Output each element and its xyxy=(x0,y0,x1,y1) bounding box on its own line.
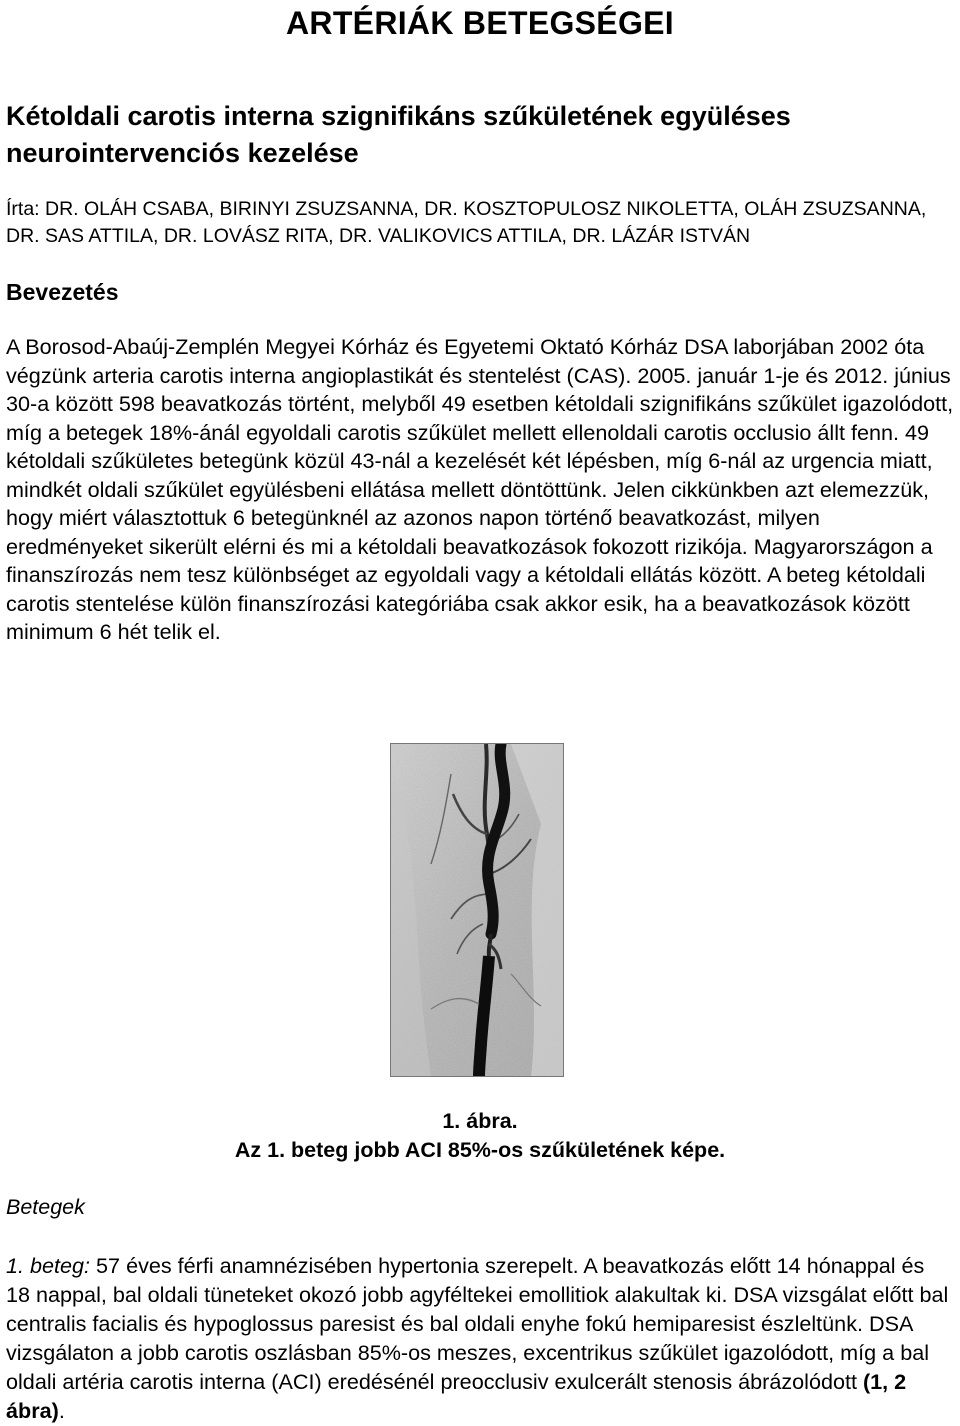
figure-number: 1. ábra. xyxy=(442,1109,518,1133)
figure-reference[interactable]: (1, 2 ábra) xyxy=(6,1369,907,1423)
patients-heading: Betegek xyxy=(6,1195,85,1219)
authors-line: Írta: DR. OLÁH CSABA, BIRINYI ZSUZSANNA, DR. KOSZTOPULOSZ NIKOLETTA, OLÁH ZSUZSANNA, DR. SAS ATTILA, DR. LOVÁSZ RITA, DR. VALIKOVICS ATTILA, DR. LÁZÁR ISTVÁN xyxy=(6,198,927,247)
intro-paragraph: A Borosod-Abaúj-Zemplén Megyei Kórház és Egyetemi Oktató Kórház DSA laborjában 2002 óta végzünk arteria carotis interna angioplastikát és stentelést (CAS). 2005. január 1-je és 2012. június 30-a között 598 beavatkozás történt, melyből 49 esetben kétoldali szignifikáns szűkület igazolódott, míg a betegek 18%-ánál egyoldali carotis szűkület mellett ellenoldali carotis occlusio állt fenn. 49 kétoldali szűkületes betegünk közül 43-nál a kezelését két lépésben, míg 6-nál az urgencia miatt, mindkét oldali szűkület együlésbeni ellátása mellett döntöttünk. Jelen cikkünkben azt elemezzük, hogy miért választottuk 6 betegünknél az azonos napon történő beavatkozást, milyen eredményeket sikerült elérni és mi a kétoldali beavatkozások fokozott rizikója. Magyarországon a finanszírozás nem tesz különbséget az egyoldali vagy a kétoldali ellátás között. A beteg kétoldali carotis stentelése külön finanszírozási kategóriába csak akkor esik, ha a beavatkozások között minimum 6 hét telik el. xyxy=(6,334,954,644)
patient-1-text: 57 éves férfi anamnézisében hypertonia szerepelt. A beavatkozás előtt 14 hónappal és 18 nappal, bal oldali tüneteket okozó jobb agyféltekei emollitiok alakultak ki. DSA vizsgálat előtt bal centralis facialis és hypoglossus paresist és bal oldali enyhe fokú hemiparesist észleltünk. DSA vizsgálaton a jobb carotis oszlásban 85%-os meszes, excentrikus szűkület igazolódott, míg a bal oldali artéria carotis interna (ACI) eredésénél preocclusiv exulcerált stenosis ábrázolódott xyxy=(6,1253,949,1394)
patient-1-paragraph xyxy=(6,1251,954,1425)
patient-1-label: 1. beteg: xyxy=(6,1253,91,1278)
patient-1-end: . xyxy=(58,1398,65,1423)
angiogram-image xyxy=(390,743,564,1077)
article-title: Kétoldali carotis interna szignifikáns szűkületének együléses neurointervenciós kezelése xyxy=(6,101,791,168)
document-title: ARTÉRIÁK BETEGSÉGEI xyxy=(286,5,674,41)
intro-heading: Bevezetés xyxy=(6,279,119,305)
figure-caption: Az 1. beteg jobb ACI 85%-os szűkületének képe. xyxy=(234,1138,726,1162)
